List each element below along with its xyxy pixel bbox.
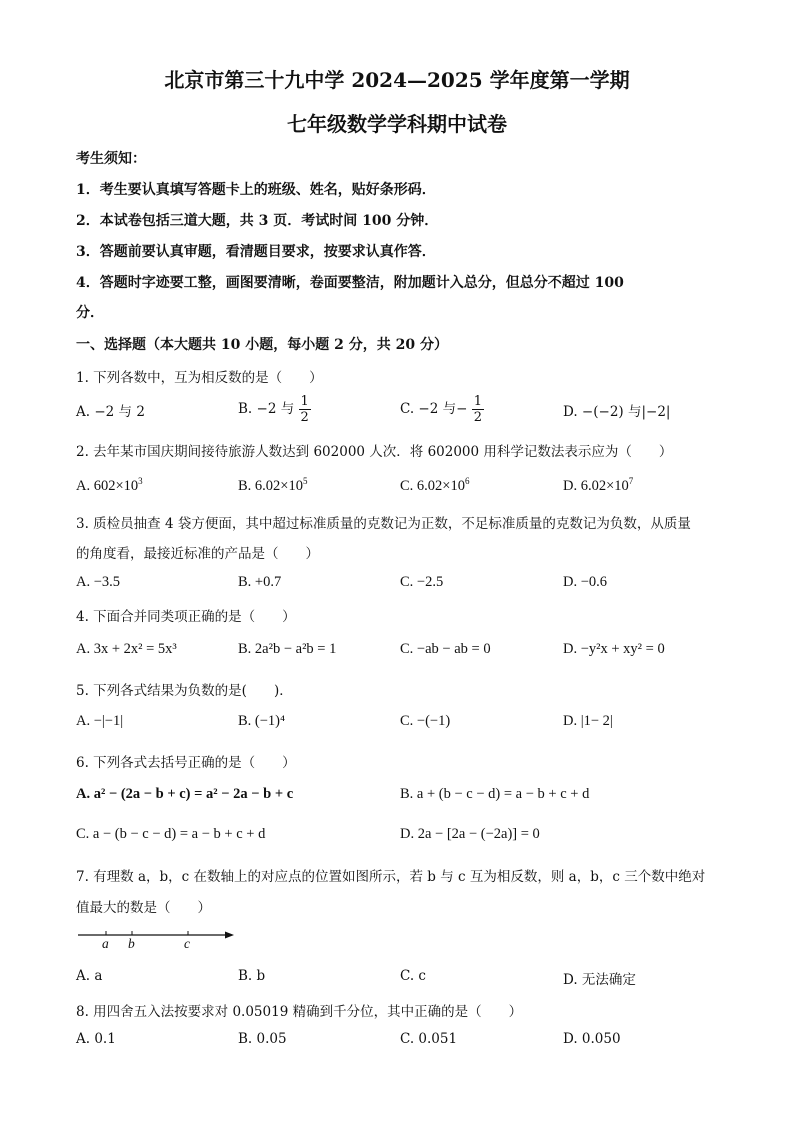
q3-stem-cont: 的角度看，最接近标准的产品是（ ） (76, 546, 319, 562)
notice-item-4-cont: 分． (76, 305, 104, 321)
q6-option-b: B. a + (b − c − d) = a − b + c + d (400, 786, 590, 802)
q3-option-b: B. +0.7 (238, 574, 282, 590)
q7-option-d: D. 无法确定 (563, 972, 636, 988)
q7-option-a: A. a (76, 968, 103, 984)
q8-stem: 8. 用四舍五入法按要求对 0.05019 精确到千分位，其中正确的是（ ） (76, 1004, 523, 1020)
fraction-numerator: 1 (473, 394, 483, 409)
q7-stem: 7. 有理数 a，b，c 在数轴上的对应点的位置如图所示，若 b 与 c 互为相反数，则 a，b，c 三个数中绝对 (76, 869, 706, 885)
q5-option-d: D. |1− 2| (563, 713, 613, 729)
exponent: 3 (138, 476, 143, 486)
q2-option-d-text: D. 6.02×10 (563, 477, 629, 494)
notice-item-3: 3．答题前要认真审题，看清题目要求，按要求认真作答． (76, 244, 436, 260)
number-line-label-b: b (128, 936, 135, 951)
q7-stem-cont: 值最大的数是（ ） (76, 900, 211, 916)
q2-option-a (76, 476, 143, 495)
exponent: 5 (302, 476, 308, 486)
q4-option-d: D. −y²x + xy² = 0 (563, 641, 665, 657)
notice-heading: 考生须知： (76, 151, 146, 167)
q8-option-a: A. 0.1 (76, 1031, 116, 1047)
notice-item-2: 2．本试卷包括三道大题，共 3 页．考试时间 100 分钟． (76, 213, 439, 229)
q6-option-c: C. a − (b − c − d) = a − b + c + d (76, 826, 266, 842)
number-line-label-a: a (102, 936, 109, 951)
q4-option-c: C. −ab − ab = 0 (400, 641, 491, 657)
q1-option-c (400, 394, 484, 425)
fraction (299, 394, 311, 425)
q1-option-a: A. −2 与 2 (76, 404, 145, 420)
q3-option-a: A. −3.5 (76, 574, 121, 590)
q2-option-b (238, 476, 307, 495)
q6-stem: 6. 下列各式去括号正确的是（ ） (76, 755, 296, 771)
q1-option-d: D. −(−2) 与|−2| (563, 404, 671, 420)
q2-stem: 2. 去年某市国庆期间接待旅游人数达到 602000 人次．将 602000 用科学记数法表示应为（ ） (76, 444, 673, 460)
q8-option-d: D. 0.050 (563, 1031, 621, 1047)
notice-item-1: 1．考生要认真填写答题卡上的班级、姓名，贴好条形码． (76, 182, 436, 198)
q4-stem: 4. 下面合并同类项正确的是（ ） (76, 609, 296, 625)
q5-option-c: C. −(−1) (400, 713, 451, 729)
number-line-label-c: c (184, 936, 190, 951)
q1-stem: 1. 下列各数中，互为相反数的是（ ） (76, 370, 323, 386)
q4-option-a: A. 3x + 2x² = 5x³ (76, 641, 177, 657)
q7-option-b: B. b (238, 968, 266, 984)
fraction-numerator: 1 (300, 394, 309, 409)
q2-option-a-text: A. 602×10 (76, 477, 139, 494)
section1-heading: 一、选择题（本大题共 10 小题，每小题 2 分，共 20 分） (76, 337, 448, 353)
q5-option-b: B. (−1)⁴ (238, 713, 286, 729)
notice-item-4: 4．答题时字迹要工整，画图要清晰，卷面要整洁，附加题计入总分，但总分不超过 100 (76, 275, 624, 291)
q3-option-c: C. −2.5 (400, 574, 444, 590)
q3-option-d: D. −0.6 (563, 574, 608, 590)
fraction-denominator: 2 (300, 410, 309, 425)
q4-option-b: B. 2a²b − a²b = 1 (238, 641, 337, 657)
q1-option-c-text: C. −2 与− (400, 401, 468, 417)
fraction-denominator: 2 (473, 410, 483, 425)
fraction (472, 394, 484, 425)
q6-option-d: D. 2a − [2a − (−2a)] = 0 (400, 826, 540, 842)
exam-title-line2: 七年级数学学科期中试卷 (287, 112, 507, 136)
q2-option-c (400, 476, 469, 495)
q5-stem: 5. 下列各式结果为负数的是( )． (76, 683, 293, 699)
q5-option-a: A. −|−1| (76, 713, 124, 729)
exponent: 6 (464, 476, 470, 486)
q1-option-b (238, 394, 311, 425)
q2-option-b-text: B. 6.02×10 (238, 477, 303, 494)
q3-stem: 3. 质检员抽查 4 袋方便面，其中超过标准质量的克数记为正数，不足标准质量的克数记为负数，从质量 (76, 516, 691, 532)
q1-option-b-text: B. −2 与 (238, 401, 295, 417)
q6-option-a: A. a² − (2a − b + c) = a² − 2a − b + c (76, 786, 294, 802)
q2-option-d (563, 476, 633, 495)
q8-option-c: C. 0.051 (400, 1031, 458, 1047)
exam-title-line1: 北京市第三十九中学 2024—2025 学年度第一学期 (164, 68, 630, 92)
q7-option-c: C. c (400, 968, 426, 984)
number-line (76, 928, 246, 958)
q2-option-c-text: C. 6.02×10 (400, 477, 465, 494)
q8-option-b: B. 0.05 (238, 1031, 287, 1047)
exponent: 7 (628, 476, 634, 486)
